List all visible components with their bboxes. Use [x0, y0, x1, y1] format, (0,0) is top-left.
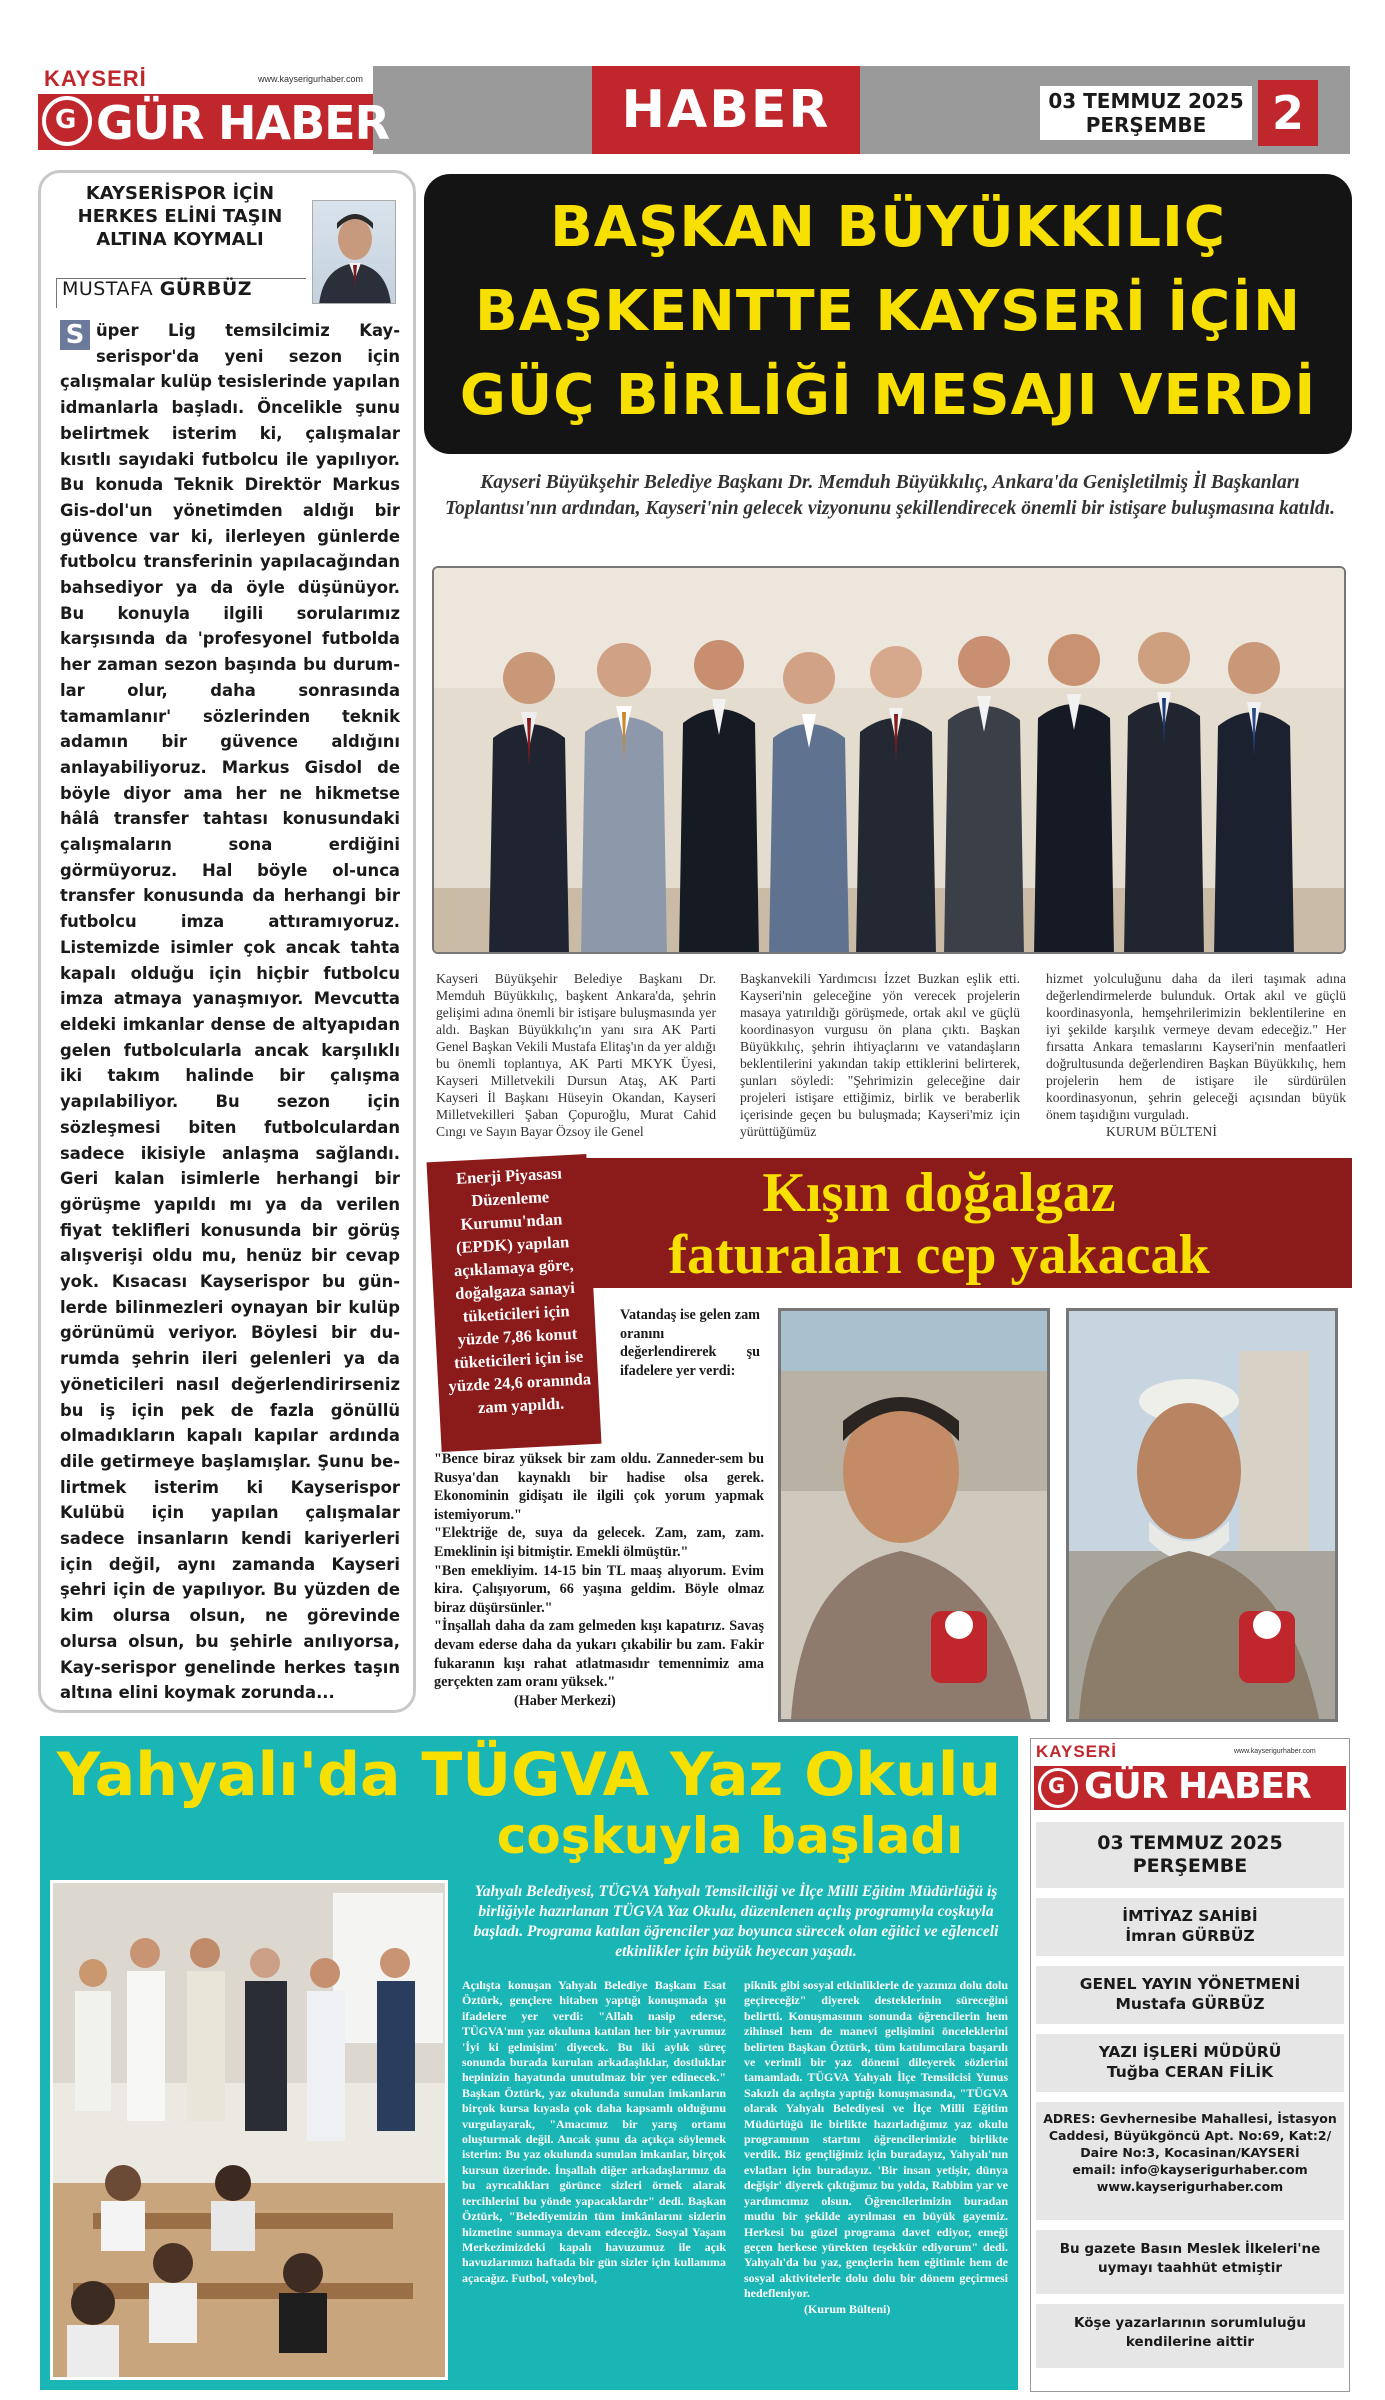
masthead-address-block	[1036, 2102, 1344, 2220]
yahyali-text-col2-body: piknik gibi sosyal etkinliklerle de yazınızı dolu dolu geçireceğiz" diyerek desteklerinin süreceğini belirtti. Konuşmasının sonunda öğrencilerin hem zihinsel hem de manevi gelişimini önceleklerini belirten Başkan Öztürk, tüm katılımcılara başarılı ve verimli bir yaz dönemi dileyerek sözlerini tamamladı. TÜGVA Yahyalı İlçe Temsilcisi Yunus Sakızlı da açılışta yaptığı konuşmasında, "TÜGVA olarak Yahyalı Belediyesi ve İlçe Milli Eğitim Müdürlüğü ile birlikte hazırladığımız yaz okulu programının startını öğrencilerimizle birlikte verdik. Biz gençliğimiz için buradayız, Yahyalı'nın evlatları için buradayız. 'Bir insan yetişir, dünya değişir' diyerek çıktığımız bu yolda, Rabbim yar ve yardımcımız olsun. Öğrencilerimizin buradan mutlu bir şekilde ayrılması en büyük gayemiz. Herkesi bu güzel programa davet ediyor, emeği geçen herkese yürekten teşekkür ediyorum" dedi. Yahyalı'da bu yaz, gençlerin hem eğitimle hem de sosyal aktivitelerle dolu dolu bir dönem geçirmesi hedefleniyor.	[744, 1978, 1008, 2301]
lead-text-col1: Kayseri Büyükşehir Belediye Başkanı Dr. Memduh Büyükkılıç, başkent Ankara'da, şehrin gelişimi adına önemli bir istişare buluşmasında yer aldı. Başkan Büyükkılıç'ın yanı sıra AK Parti Genel Başkan Vekili Mustafa Elitaş'ın da yer aldığı bu önemli toplantıya, AK Parti MKYK Üyesi, Kayseri Milletvekili Dursun Ataş, AK Parti Kayseri İl Başkanı Hüseyin Okandan, Kayseri Milletvekilleri Şaban Çopuroğlu, Murat Cahid Cıngı ve Sayın Bayar Özsoy ile Genel	[436, 971, 716, 1139]
gas-highlight-text: Enerji Piyasası Düzenleme Kurumu'ndan (EPDK) yapılan açıklamaya göre, doğalgaza sanayi tüketicileri için yüzde 7,86 konut tüketicileri için ise yüzde 24,6 oranında zam yapıldı.	[448, 1163, 592, 1418]
masthead-logo[interactable]	[1034, 1742, 1346, 1814]
logo-url: www.kayserigurhaber.com	[258, 74, 364, 84]
lead-credit: KURUM BÜLTENİ	[1106, 1124, 1217, 1139]
column-title: KAYSERİSPOR İÇİN HERKES ELİNİ TAŞIN ALTINA KOYMALI	[77, 183, 283, 250]
column-author	[62, 278, 252, 300]
header-weekday: PERŞEMBE	[1085, 113, 1207, 137]
lead-headline-line2: BAŞKENTTE KAYSERİ İÇİN	[475, 279, 1301, 344]
column-dropcap: S	[60, 320, 90, 350]
masthead-writer-label: YAZI İŞLERİ MÜDÜRÜ	[1098, 2043, 1282, 2061]
masthead-writer-block	[1036, 2034, 1344, 2092]
gas-headline[interactable]	[526, 1162, 1352, 1286]
lead-photo	[432, 566, 1346, 954]
gas-quotes	[434, 1450, 764, 1710]
masthead-editor-label: GENEL YAYIN YÖNETMENİ	[1079, 1975, 1301, 1993]
masthead-weekday: PERŞEMBE	[1132, 1855, 1248, 1877]
masthead-address: ADRES: Gevhernesibe Mahallesi, İstasyon Caddesi, Büyükgöncü Apt. No:69, Kat:2/ Daire No:3, Kocasinan/KAYSERİ	[1043, 2111, 1337, 2160]
masthead-logo-url: www.kayserigurhaber.com	[1234, 1748, 1316, 1755]
logo-name-part1: GÜR	[96, 96, 204, 150]
gas-headline-line2: faturaları cep yakacak	[668, 1224, 1210, 1286]
masthead-date-block	[1036, 1822, 1344, 1888]
masthead-ethics: Bu gazete Basın Meslek İlkeleri'ne uymayı taahhüt etmiştir	[1036, 2230, 1344, 2294]
gas-credit: (Haber Merkezi)	[514, 1692, 616, 1709]
yahyali-text-col2	[744, 1978, 1008, 2317]
author-last-name: GÜRBÜZ	[159, 278, 253, 300]
yahyali-credit: (Kurum Bülteni)	[804, 2301, 891, 2316]
masthead-owner: İmran GÜRBÜZ	[1125, 1927, 1255, 1945]
logo[interactable]	[38, 66, 390, 154]
masthead-owner-label: İMTİYAZ SAHİBİ	[1122, 1907, 1258, 1925]
masthead-editor: Mustafa GÜRBÜZ	[1115, 1995, 1265, 2013]
lead-headline-line1: BAŞKAN BÜYÜKKILIÇ	[550, 195, 1226, 260]
lead-text-col2: Başkanvekili Yardımcısı İzzet Buzkan eşlik etti. Kayseri'nin geleceğine yön verecek projelerin masaya yatırıldığı görüşmede, ortak akıl ve güçlü koordinasyon vurgusu ön plana çıktı. Başkan Büyükkılıç, şehrin ihtiyaçlarını ve vatandaşların beklentilerini yakından takip ettiklerini belirterek, şunları söyledi: "Şehrimizin geleceğine dair projeleri istişare ettiğimiz, birlik ve beraberlik içerisinde geçen bu buluşmada; Kayseri'miz için yürüttüğümüz	[740, 971, 1020, 1139]
column-body	[60, 318, 400, 1706]
masthead-date: 03 TEMMUZ 2025	[1097, 1832, 1283, 1854]
logo-emblem-icon: G	[42, 96, 92, 146]
author-first-name: MUSTAFA	[62, 278, 154, 300]
masthead-owner-block	[1036, 1898, 1344, 1956]
gas-quote: "Bence biraz yüksek bir zam oldu. Zanneder-sem bu Rusya'dan kaynaklı bir hadise olsa gerek. Ekonominin gidişatı ile ilgili çok yorum yapmak istemiyorum."	[434, 1451, 764, 1523]
masthead-logo-part2: HABER	[1178, 1766, 1311, 1807]
gas-quote: "Ben emekliyim. 14-15 bin TL maaş alıyorum. Evim kira. Çalışıyorum, 66 yaşına geldim. Böyle olmaz biraz düşürsünler."	[434, 1562, 764, 1616]
masthead-emblem-icon: G	[1038, 1768, 1078, 1808]
logo-name-part2: HABER	[218, 96, 390, 150]
lead-text-col3-body: hizmet yolculuğunu daha da ileri taşımak adına değerlendirmelerde bulunduk. Ortak akıl ve güçlü koordinasyonla, hemşehrilerimizin beklentilerine en iyi şekilde karşılık vermeye devam edeceğiz." Her fırsatta Ankara temaslarını Kayseri'nin menfaatleri doğrultusunda değerlendiren Başkan Büyükkılıç, hem projelerin hem de istişare ile sürdürülen koordinasyonun, şehrin geleceği açısından büyük önem taşıdığını vurguladı.	[1046, 971, 1346, 1122]
masthead-writer: Tuğba CERAN FİLİK	[1106, 2063, 1274, 2081]
yahyali-headline-line2: coşkuyla başladı	[496, 1807, 964, 1865]
yahyali-text-col1: Açılışta konuşan Yahyalı Belediye Başkanı Esat Öztürk, gençlere hitaben yaptığı konuşmada şu ifadelere yer verdi: "Allah nasip ederse, TÜGVA'nın yaz okuluna katılan her bir yavrumuz 'İyi ki gelmişim' diyecek. Bu iki aylık süreç sonunda burada kurulan arkadaşlıklar, dostluklar hepinizin hayatında unutulmaz bir yer edinecek." Başkan Öztürk, yaz okulunda sunulan imkanların birçok kursa kıyasla çok daha kapsamlı olduğunu vurgulayarak, "Amacımız bir yarış ortamı oluşturmak değil. Ancak şunu da açıkça söylemek isterim: Bu yaz okulunda sunulan imkanlar, birçok kursun üzerinde. İnşallah diğer arkadaşlarımız da bu ayrıcalıkları görünce sizleri örnek alarak tercihlerini bu yönde yapacaklardır" dedi. Başkan Öztürk, "Belediyemizin tüm imkânlarını sizlerin hizmetine sunmaya devam edeceğiz. Sosyal Yaşam Merkezimizdeki kapalı havuzumuz ile açık havuzlarımızı haftada bir gün sizler için kullanıma açacağız. Futbol, voleybol,	[462, 1978, 726, 2285]
lead-headline[interactable]	[424, 186, 1352, 438]
lead-headline-line3: GÜÇ BİRLİĞİ MESAJI VERDİ	[459, 363, 1317, 428]
gas-interview-photo-2	[1066, 1308, 1338, 1722]
page-number: 2	[1258, 80, 1318, 146]
masthead-logo-city: KAYSERİ	[1036, 1742, 1118, 1761]
column-body-text: üper Lig temsilcimiz Kay-serispor'da yeni sezon için çalışmalar kulüp tesislerinde yapılan idmanlarla başladı. Öncelikle şunu belirtmek isterim ki, çalışmalar kısıtlı sayıdaki futbolcu ile yapılıyor. Bu konuda Teknik Direktör Markus Gis-dol'un yönetimden aldığı bir güvence var ki, ilerleyen günlerde futbolcu transferinin yapılacağından bahsediyor ya da öyle düşünüyor. Bu konuyla ilgili sorularımız karşısında da 'profesyonel futbolda her zaman sezon başında bu durum-lar olur, daha sonrasında tamamlanır' sözlerinden teknik adamın bir güvence aldığını anlayabiliyoruz. Markus Gisdol de böyle diyor ama her ne hikmetse hâlâ transfer tahtası konusundaki çalışmaların sona erdiğini görmüyoruz. Hal böyle ol-unca transfer konusunda da herhangi bir futbolcu imza attıramıyoruz. Listemizde isimler çok ancak tahta kapalı olduğu için hiçbir futbolcu imza atmaya yanaşmıyor. Mevcutta eldeki imkanlar dense de altyapıdan gelen futbolcularla ancak karşılıklı iki takım halinde bir çalışma yapılabiliyor. Bu sezon için sözleşmesi biten futbolculardan sadece ikisiyle anlaşma sağlandı. Geri kalan isimlerle herhangi bir görüşme yapıldı mı ya da verilen fiyat teklifleri konusunda bir görüş alışverişi oldu mu, henüz bir cevap yok. Kısacası Kayserispor bu gün-lerde bilinmezleri oynayan bir kulüp görünümü veriyor. Böylesi bir du-rumda şehrin ileri gelenleri ya da yöneticileri nasıl değerlendirirseniz bu iş için pek de fazla gönüllü olmadıkların kapalı kapılar ardında dile getirmeye başlamışlar. Şunu be-lirtmek isterim ki Kayserispor Kulübü için yapılan çalışmalar sadece insanların kendi kariyerleri için değil, aynı zamanda Kayseri şehri için de yapılıyor. Bu yüzden de kim olursa olsun, ne görevinde olursa olsun, bu şehirle anılıyorsa, Kay-serispor genelinde herkes taşın altına elini koymak zorunda...	[60, 321, 400, 1703]
author-photo	[312, 200, 396, 304]
logo-city: KAYSERİ	[44, 66, 147, 91]
header-date-text: 03 TEMMUZ 2025	[1048, 89, 1244, 113]
gas-interview-photo-1	[778, 1308, 1050, 1722]
masthead-email[interactable]: email: info@kayserigurhaber.com	[1072, 2162, 1308, 2177]
masthead-responsibility: Köşe yazarlarının sorumluluğu kendilerine aittir	[1036, 2304, 1344, 2368]
yahyali-headline-line1[interactable]: Yahyalı'da TÜGVA Yaz Okulu	[56, 1740, 1002, 1810]
header-date	[1040, 86, 1252, 140]
section-title: HABER	[592, 66, 860, 154]
yahyali-photo	[50, 1880, 448, 2380]
gas-quote: "Elektriğe de, suya da gelecek. Zam, zam, zam. Emeklinin işi bitmiştir. Emekli ölmüştür."	[434, 1525, 764, 1560]
lead-text-col3	[1046, 970, 1346, 1140]
lead-summary: Kayseri Büyükşehir Belediye Başkanı Dr. Memduh Büyükkılıç, Ankara'da Genişletilmiş İl Başkanları Toplantısı'nın ardından, Kayseri'nin gelecek vizyonunu şekillendirecek önemli bir istişare buluşmasına katıldı.	[445, 472, 1335, 519]
masthead-web[interactable]: www.kayserigurhaber.com	[1096, 2179, 1284, 2194]
yahyali-lead: Yahyalı Belediyesi, TÜGVA Yahyalı Temsilciliği ve İlçe Milli Eğitim Müdürlüğü iş birliğiyle hazırlanan TÜGVA Yaz Okulu, düzenlenen açılış programıyla coşkuyla başladı. Programa katılan öğrenciler yaz boyunca sürecek olan eğitici ve eğlenceli etkinlikler için büyük heyecan yaşadı.	[473, 1883, 999, 1960]
masthead-editor-block	[1036, 1966, 1344, 2024]
masthead-logo-part1: GÜR	[1084, 1766, 1168, 1807]
gas-intro: Vatandaş ise gelen zam oranını değerlendirerek şu ifadelere yer verdi:	[620, 1307, 760, 1379]
gas-headline-line1: Kışın doğalgaz	[762, 1162, 1116, 1224]
gas-quote: "İnşallah daha da zam gelmeden kışı kapatırız. Savaş devam ederse daha da yukarı çıkabilir bu zam. Fakir fukaranın kışı rahat atlatmasıdır temennimiz ama gerçekten zam oranı yüksek."	[434, 1618, 764, 1691]
